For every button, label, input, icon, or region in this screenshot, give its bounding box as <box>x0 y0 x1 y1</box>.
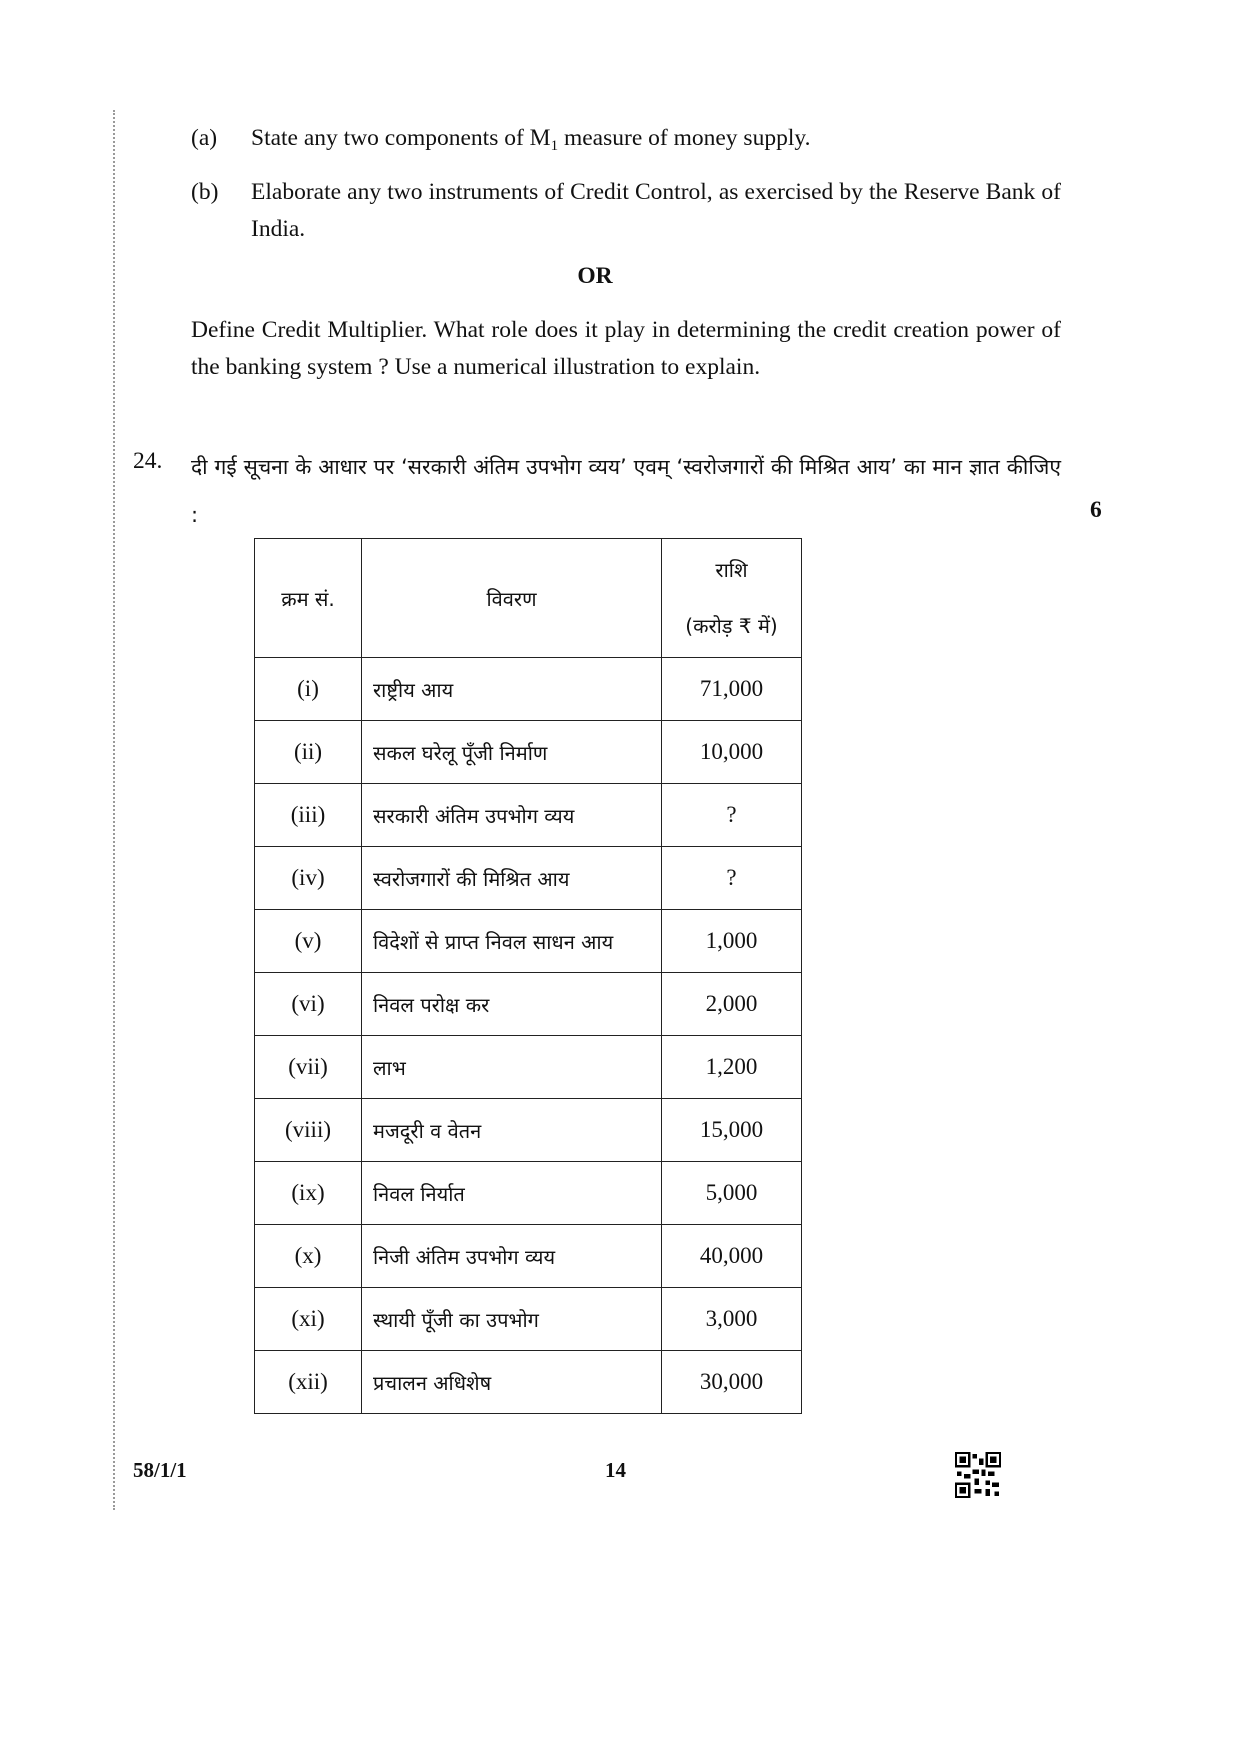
row-description: निवल परोक्ष कर <box>362 973 662 1036</box>
table-header-row <box>255 539 802 658</box>
part-a-label: (a) <box>191 125 218 151</box>
header-description: विवरण <box>362 539 662 658</box>
row-amount: 30,000 <box>662 1351 802 1414</box>
question-23-part-b <box>191 174 1061 254</box>
row-description: राष्ट्रीय आय <box>362 658 662 721</box>
row-description: स्थायी पूँजी का उपभोग <box>362 1288 662 1351</box>
row-serial: (i) <box>255 658 362 721</box>
table-row <box>255 721 802 784</box>
row-serial: (ix) <box>255 1162 362 1225</box>
part-a-text <box>251 120 1061 165</box>
header-amount <box>662 539 802 658</box>
table-row <box>255 973 802 1036</box>
table-row <box>255 1225 802 1288</box>
or-separator: OR <box>577 263 613 289</box>
header-serial-number: क्रम सं. <box>255 539 362 658</box>
row-serial: (vi) <box>255 973 362 1036</box>
question-24-number: 24. <box>133 448 163 474</box>
paper-code: 58/1/1 <box>133 1458 187 1482</box>
row-amount: 5,000 <box>662 1162 802 1225</box>
row-amount: ? <box>662 847 802 910</box>
row-amount: 2,000 <box>662 973 802 1036</box>
row-amount: 1,200 <box>662 1036 802 1099</box>
margin-dotted-line <box>113 110 115 1510</box>
qr-code-icon <box>955 1452 1001 1498</box>
table-row <box>255 1162 802 1225</box>
header-amount-line1: राशि <box>715 558 748 582</box>
question-24-text: दी गई सूचना के आधार पर ‘सरकारी अंतिम उपभोग व्यय’ एवम् ‘स्वरोजगारों की मिश्रित आय’ का मान ज्ञात कीजिए : <box>191 455 1061 527</box>
table-row <box>255 1099 802 1162</box>
row-description: प्रचालन अधिशेष <box>362 1351 662 1414</box>
row-description: निजी अंतिम उपभोग व्यय <box>362 1225 662 1288</box>
row-serial: (ii) <box>255 721 362 784</box>
row-serial: (xi) <box>255 1288 362 1351</box>
part-a-text-before: State any two components of M <box>251 125 551 151</box>
row-description: स्वरोजगारों की मिश्रित आय <box>362 847 662 910</box>
row-serial: (iii) <box>255 784 362 847</box>
row-serial: (iv) <box>255 847 362 910</box>
table-row <box>255 658 802 721</box>
row-description: मजदूरी व वेतन <box>362 1099 662 1162</box>
row-amount: 15,000 <box>662 1099 802 1162</box>
row-amount: 40,000 <box>662 1225 802 1288</box>
question-23-part-a <box>191 120 1061 160</box>
row-serial: (x) <box>255 1225 362 1288</box>
row-amount: 71,000 <box>662 658 802 721</box>
row-serial: (viii) <box>255 1099 362 1162</box>
part-b-text: Elaborate any two instruments of Credit Control, as exercised by the Reserve Bank of India. <box>251 179 1061 242</box>
row-description: लाभ <box>362 1036 662 1099</box>
row-description: सरकारी अंतिम उपभोग व्यय <box>362 784 662 847</box>
row-serial: (xii) <box>255 1351 362 1414</box>
income-data-table <box>254 538 802 1414</box>
question-24-marks: 6 <box>1090 497 1102 523</box>
row-serial: (v) <box>255 910 362 973</box>
row-description: विदेशों से प्राप्त निवल साधन आय <box>362 910 662 973</box>
part-b-label: (b) <box>191 179 219 205</box>
table-row <box>255 784 802 847</box>
row-description: निवल निर्यात <box>362 1162 662 1225</box>
table-row <box>255 1288 802 1351</box>
table-row <box>255 1351 802 1414</box>
row-amount: 1,000 <box>662 910 802 973</box>
table-row <box>255 910 802 973</box>
row-amount: ? <box>662 784 802 847</box>
m1-subscript: 1 <box>550 138 559 154</box>
table-row <box>255 847 802 910</box>
row-amount: 3,000 <box>662 1288 802 1351</box>
row-serial: (vii) <box>255 1036 362 1099</box>
part-a-text-after: measure of money supply. <box>558 125 811 151</box>
row-amount: 10,000 <box>662 721 802 784</box>
page-number: 14 <box>605 1458 626 1482</box>
header-amount-line2: (करोड़ ₹ में) <box>685 614 778 638</box>
table-row <box>255 1036 802 1099</box>
row-description: सकल घरेलू पूँजी निर्माण <box>362 721 662 784</box>
or-question-text: Define Credit Multiplier. What role does it play in determining the credit creation power of the banking system ? Use a numerical illustration to explain. <box>191 317 1061 380</box>
